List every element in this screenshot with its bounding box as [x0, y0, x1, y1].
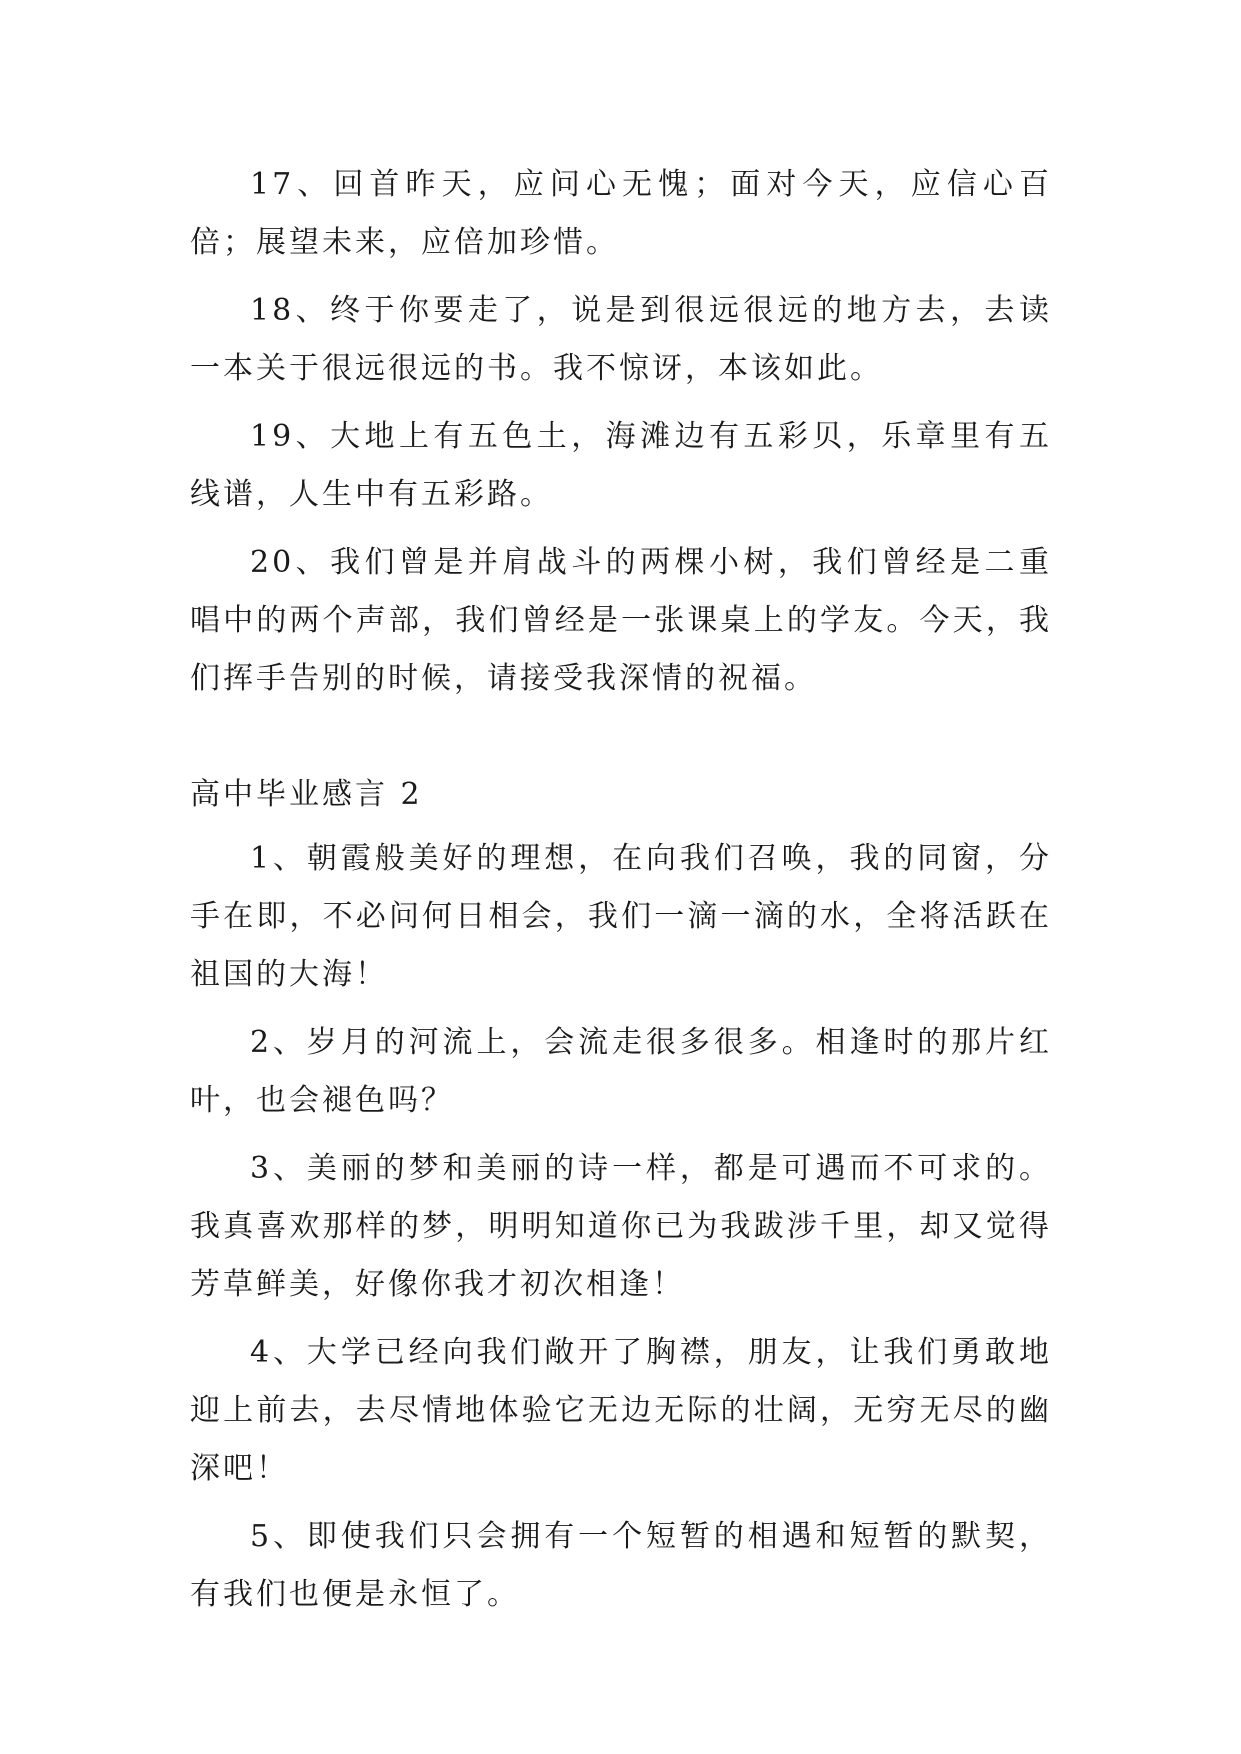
paragraph-3: 3、美丽的梦和美丽的诗一样，都是可遇而不可求的。我真喜欢那样的梦，明明知道你已为我跋涉千里，却又觉得芳草鲜美，好像你我才初次相逢！ [190, 1151, 1052, 1302]
paragraph-20: 20、我们曾是并肩战斗的两棵小树，我们曾经是二重唱中的两个声部，我们曾经是一张课桌上的学友。今天，我们挥手告别的时候，请接受我深情的祝福。 [190, 545, 1052, 696]
paragraph-17: 17、回首昨天，应问心无愧；面对今天，应信心百倍；展望未来，应倍加珍惜。 [190, 167, 1052, 260]
paragraph-4: 4、大学已经向我们敞开了胸襟，朋友，让我们勇敢地迎上前去，去尽情地体验它无边无际的壮阔，无穷无尽的幽深吧！ [190, 1335, 1052, 1486]
paragraph-19: 19、大地上有五色土，海滩边有五彩贝，乐章里有五线谱，人生中有五彩路。 [190, 419, 1052, 512]
document-page [190, 156, 1052, 1634]
paragraph-18: 18、终于你要走了，说是到很远很远的地方去，去读一本关于很远很远的书。我不惊讶，本该如此。 [190, 293, 1052, 386]
paragraph-2: 2、岁月的河流上，会流走很多很多。相逢时的那片红叶，也会褪色吗？ [190, 1025, 1052, 1118]
paragraph-5: 5、即使我们只会拥有一个短暂的相遇和短暂的默契，有我们也便是永恒了。 [190, 1519, 1052, 1612]
section-heading: 高中毕业感言 2 [190, 777, 423, 812]
paragraph-1: 1、朝霞般美好的理想，在向我们召唤，我的同窗，分手在即，不必问何日相会，我们一滴一滴的水，全将活跃在祖国的大海！ [190, 841, 1052, 992]
